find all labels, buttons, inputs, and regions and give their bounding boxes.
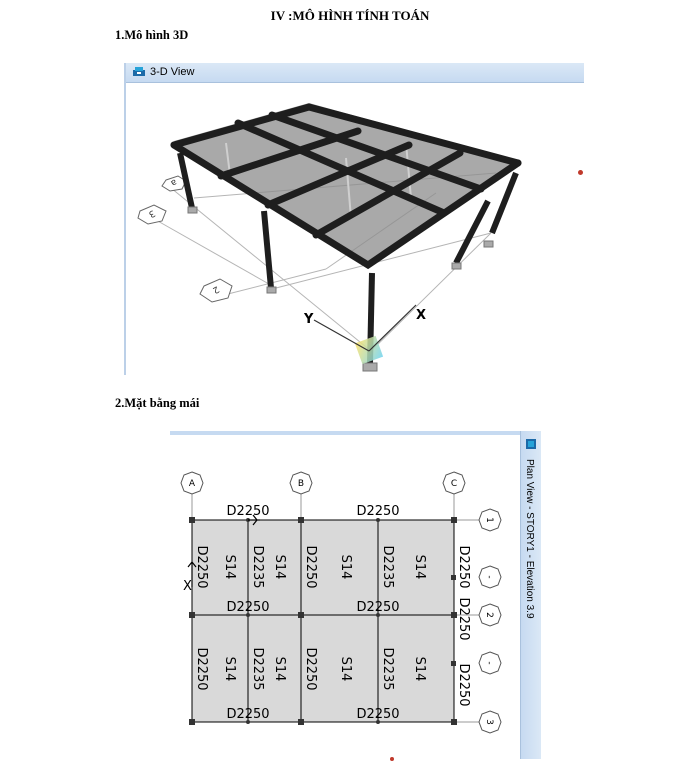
grid-label-1: 1 — [484, 517, 494, 523]
grid-label-3: 3 — [484, 719, 494, 725]
grid-label-c: C — [450, 479, 458, 489]
beam-label-bottom-right: D2250 — [356, 707, 400, 722]
grid-label-b: B — [297, 479, 305, 489]
grid-bubble-label-2: 2 — [210, 283, 221, 295]
slab-label-4: S14 — [412, 554, 427, 580]
section-heading-roof-plan: 2.Mặt bằng mái — [115, 396, 200, 410]
document-title: IV :MÔ HÌNH TÍNH TOÁN — [270, 8, 430, 23]
slab-label-6: S14 — [272, 656, 287, 682]
axis-label-y: Y — [304, 312, 314, 327]
beam-label-c-mid: D2250 — [456, 597, 471, 641]
slab-label-2: S14 — [272, 554, 287, 580]
section-heading-3d-model: 1.Mô hình 3D — [115, 28, 189, 42]
grid-bubble-label-3: 3 — [146, 207, 157, 219]
beam-label-bottom-left: D2250 — [226, 707, 270, 722]
global-axis-origin — [355, 336, 383, 364]
beam-label-inner1-lower: D2235 — [250, 647, 265, 691]
etabs-app-icon — [132, 66, 146, 77]
beam-label-top-left: D2250 — [226, 504, 270, 519]
roof-slab-area — [192, 520, 454, 722]
grid-label-dash-1: - — [484, 575, 494, 579]
beam-label-mid-right: D2250 — [356, 600, 400, 615]
slab-label-3: S14 — [338, 554, 353, 580]
plan-view-window[interactable] — [170, 431, 540, 759]
grid-label-a: A — [188, 479, 196, 489]
3d-view-title: 3-D View — [150, 66, 195, 78]
beam-label-inner2-lower: D2235 — [380, 647, 395, 691]
slab-label-1: S14 — [222, 554, 237, 580]
grid-label-2: 2 — [484, 612, 494, 618]
axis-label-x: X — [416, 308, 427, 323]
column-grid-bubbles — [181, 472, 465, 494]
beam-label-a-lower: D2250 — [194, 647, 209, 691]
grid-label-dash-2: - — [484, 661, 494, 665]
plan-canvas[interactable] — [170, 435, 520, 763]
plan-view-titlebar[interactable] — [520, 431, 541, 759]
beam-label-inner1-upper: D2235 — [250, 545, 265, 589]
slab-label-7: S14 — [338, 656, 353, 682]
beam-label-top-right: D2250 — [356, 504, 400, 519]
plan-axis-label-x: X — [183, 579, 192, 594]
beam-label-c-upper: D2250 — [456, 545, 471, 589]
etabs-app-icon — [524, 437, 538, 451]
slab-label-5: S14 — [222, 656, 237, 682]
beam-label-inner2-upper: D2235 — [380, 545, 395, 589]
beam-label-a-upper: D2250 — [194, 545, 209, 589]
grid-bubble-label-a: a — [168, 176, 179, 188]
3d-view-window[interactable] — [124, 63, 584, 375]
row-grid-bubbles — [479, 509, 501, 733]
3d-view-titlebar[interactable] — [126, 63, 584, 83]
3d-model-canvas[interactable] — [126, 83, 582, 375]
beam-label-c-lower: D2250 — [456, 663, 471, 707]
plan-view-title: Plan View - STORY1 - Elevation 3.9 — [524, 459, 535, 619]
decorative-red-dot — [390, 757, 394, 761]
slab-label-8: S14 — [412, 656, 427, 682]
beam-label-b-upper: D2250 — [303, 545, 318, 589]
decorative-red-dot — [578, 170, 583, 175]
beam-label-b-lower: D2250 — [303, 647, 318, 691]
beam-label-mid-left: D2250 — [226, 600, 270, 615]
grid-bubbles — [138, 176, 232, 302]
